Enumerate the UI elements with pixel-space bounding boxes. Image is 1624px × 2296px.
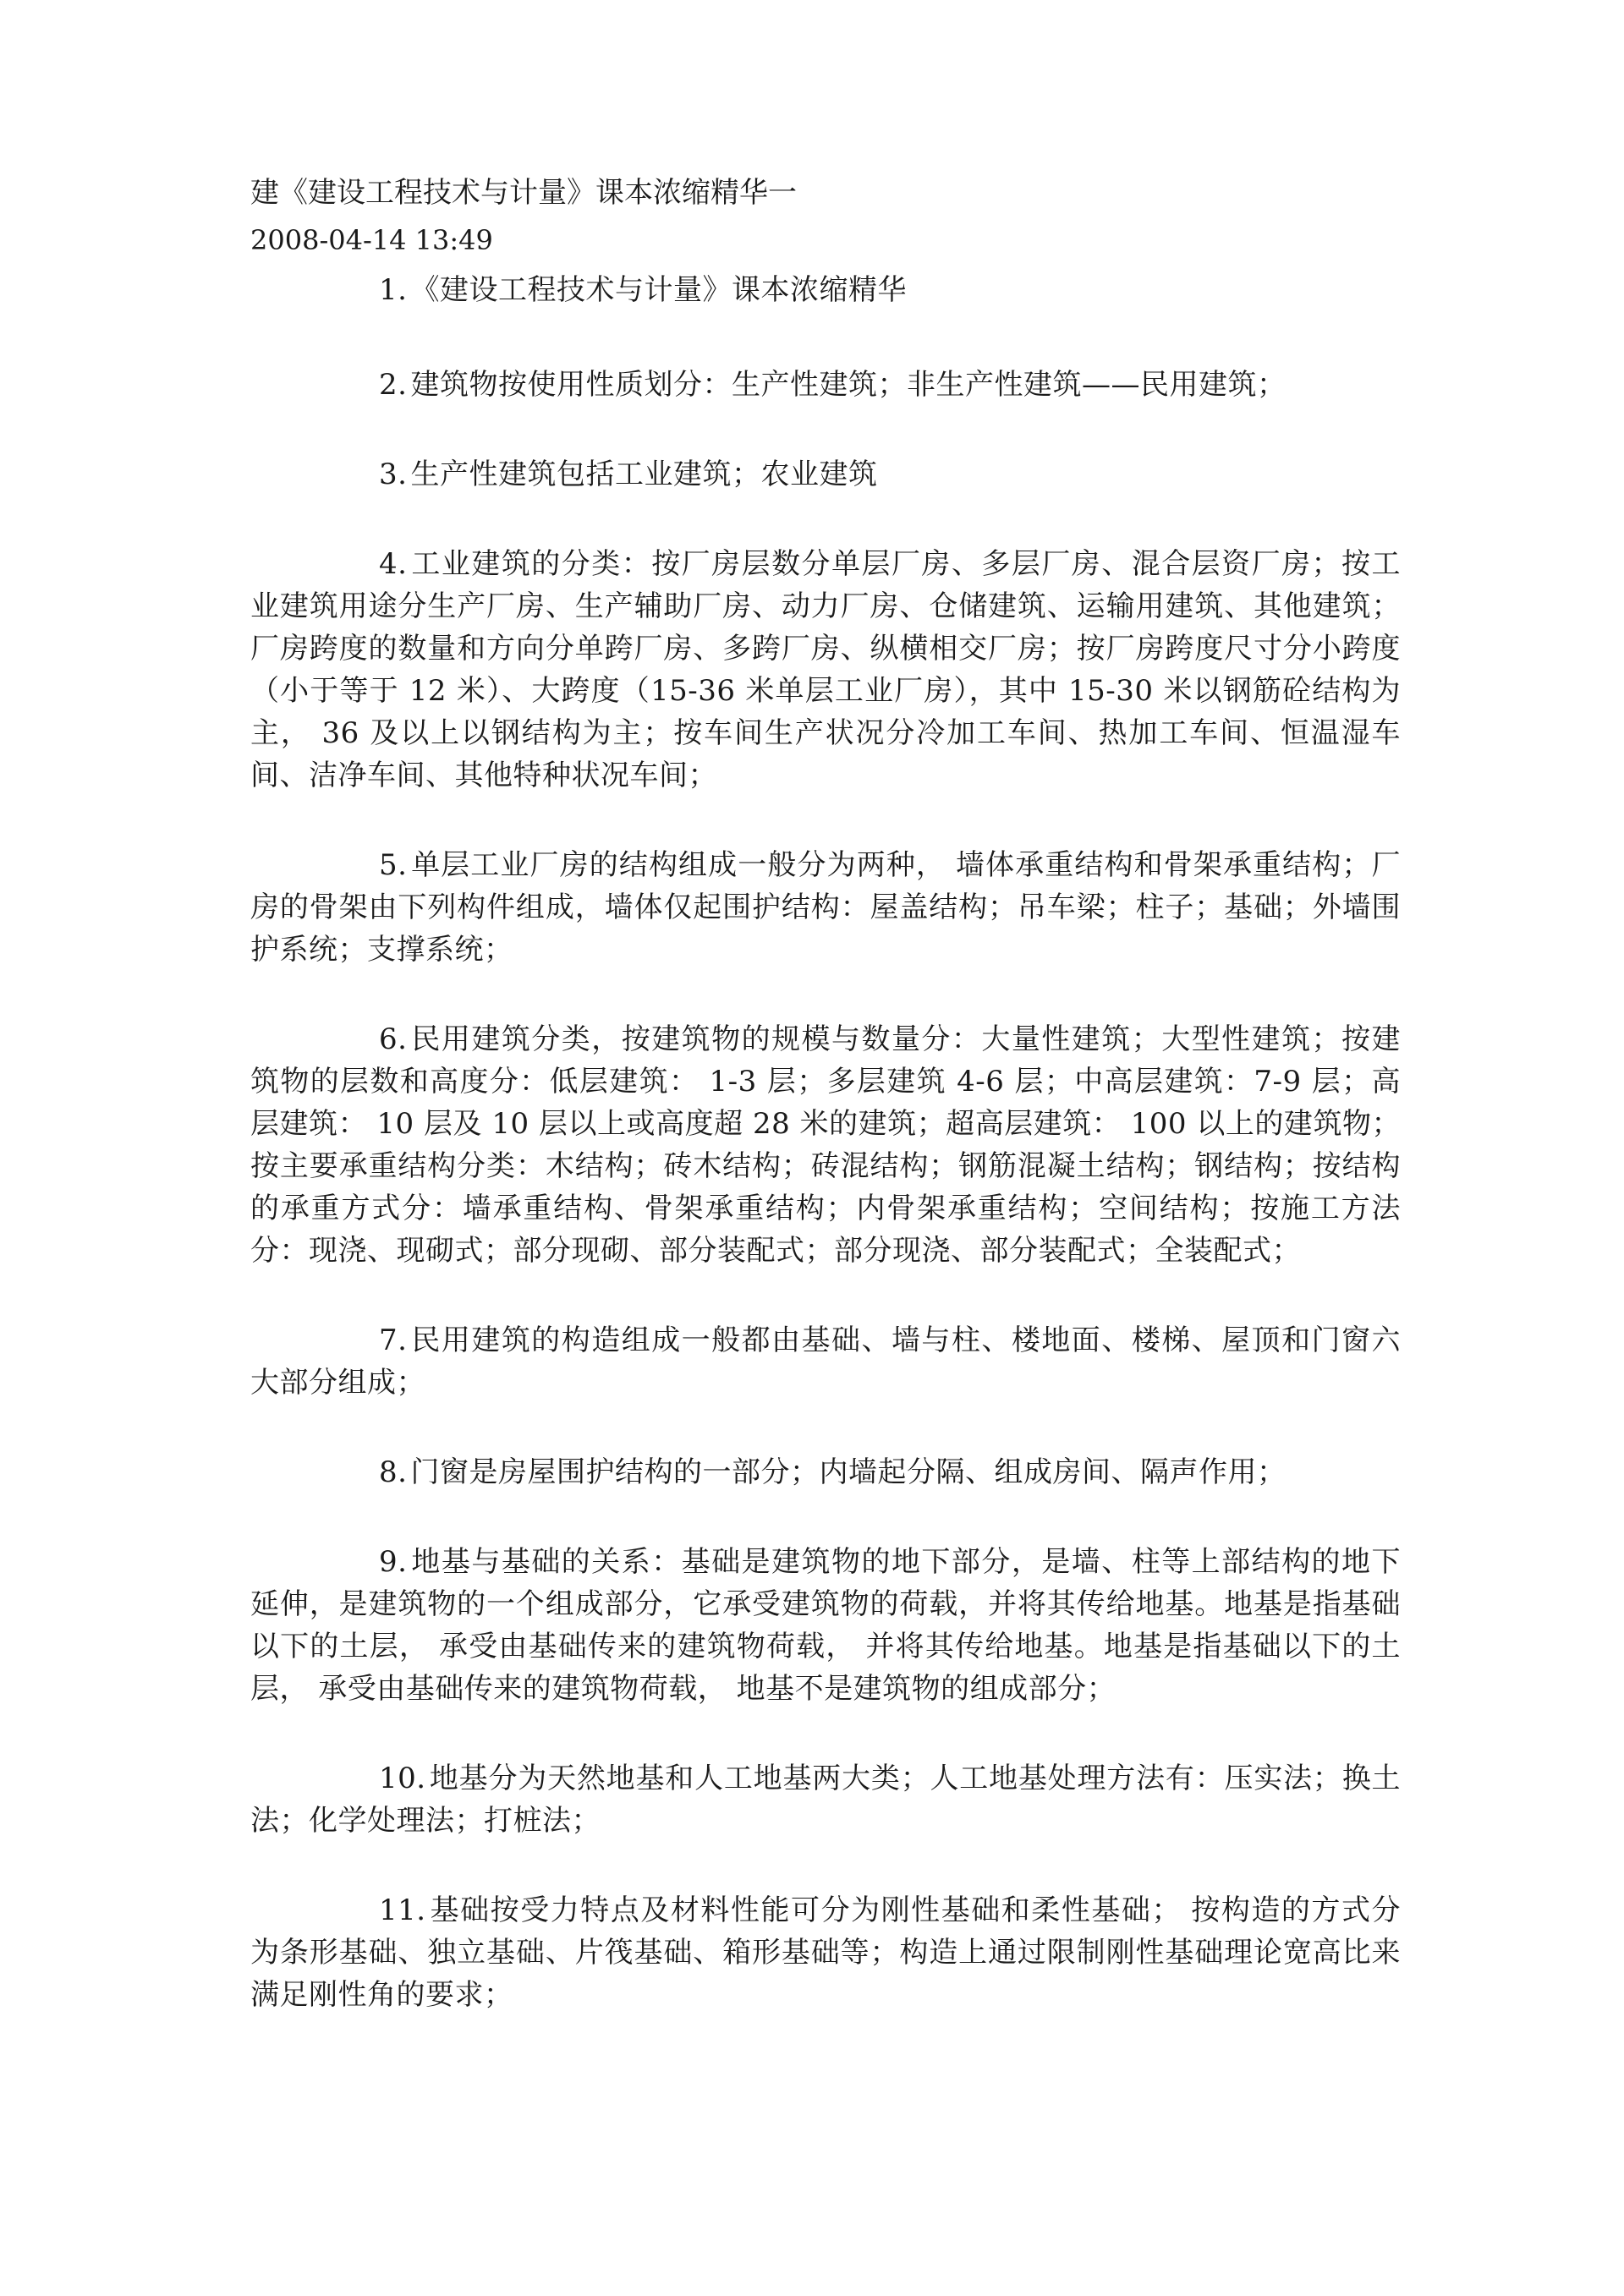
list-item-10: [250, 1757, 1401, 1842]
item-text: 民用建筑分类，按建筑物的规模与数量分：大量性建筑；大型性建筑；按建筑物的层数和高度分：低层建筑： 1-3 层；多层建筑 4-6 层；中高层建筑：7-9 层；高层建筑： 10 层及 10 层以上或高度超 28 米的建筑；超高层建筑： 100 以上的建筑物；按主要承重结构分类：木结构；砖木结构；砖混结构；钢筋混凝土结构；钢结构；按结构的承重方式分：墙承重结构、骨架承重结构；内骨架承重结构；空间结构；按施工方法分：现浇、现砌式；部分现砌、部分装配式；部分现浇、部分装配式；全装配式；: [250, 1022, 1401, 1268]
list-item-4: [250, 543, 1401, 797]
document-title: 建《建设工程技术与计量》课本浓缩精华一: [250, 176, 797, 210]
item-text: 民用建筑的构造组成一般都由基础、墙与柱、楼地面、楼梯、屋顶和门窗六大部分组成；: [250, 1323, 1401, 1400]
item-number: 11.: [379, 1893, 426, 1927]
list-item-6: [250, 1018, 1401, 1272]
list-item-11: [250, 1889, 1401, 2016]
list-item-8: [250, 1451, 1401, 1493]
list-item-2: [250, 364, 1401, 406]
item-text: 工业建筑的分类：按厂房层数分单层厂房、多层厂房、混合层资厂房；按工业建筑用途分生产厂房、生产辅助厂房、动力厂房、仓储建筑、运输用建筑、其他建筑；厂房跨度的数量和方向分单跨厂房、多跨厂房、纵横相交厂房；按厂房跨度尺寸分小跨度（小于等于 12 米）、大跨度（15-36 米单层工业厂房），其中 15-30 米以钢筋砼结构为主， 36 及以上以钢结构为主；按车间生产状况分冷加工车间、热加工车间、恒温湿车间、洁净车间、其他特种状况车间；: [250, 547, 1401, 792]
list-item-7: [250, 1319, 1401, 1404]
item-number: 3.: [379, 458, 408, 491]
item-number: 10.: [379, 1762, 426, 1795]
item-number: 2.: [379, 368, 408, 402]
list-item-1: [250, 269, 1401, 311]
item-number: 8.: [379, 1455, 408, 1489]
list-item-9: [250, 1541, 1401, 1710]
item-text: 建筑物按使用性质划分：生产性建筑；非生产性建筑——民用建筑；: [410, 368, 1287, 402]
item-text: 单层工业厂房的结构组成一般分为两种， 墙体承重结构和骨架承重结构；厂房的骨架由下列构件组成，墙体仅起围护结构：屋盖结构；吊车梁；柱子；基础；外墙围护系统；支撑系统；: [250, 848, 1401, 967]
item-number: 1.: [379, 273, 408, 307]
item-text: 地基与基础的关系：基础是建筑物的地下部分，是墙、柱等上部结构的地下延伸，是建筑物的一个组成部分，它承受建筑物的荷载，并将其传给地基。地基是指基础以下的土层， 承受由基础传来的建筑物荷载， 并将其传给地基。地基是指基础以下的土层， 承受由基础传来的建筑物荷载， 地基不是建筑物的组成部分；: [250, 1545, 1401, 1706]
document-date: 2008-04-14 13:49: [250, 224, 493, 256]
item-number: 4.: [379, 547, 408, 581]
list-item-5: [250, 844, 1401, 971]
item-number: 9.: [379, 1545, 408, 1579]
list-item-3: [250, 453, 1401, 496]
item-text: 生产性建筑包括工业建筑；农业建筑: [410, 458, 878, 491]
item-text: 地基分为天然地基和人工地基两大类；人工地基处理方法有：压实法；换土法；化学处理法；打桩法；: [250, 1762, 1401, 1838]
item-number: 6.: [379, 1022, 408, 1056]
item-number: 7.: [379, 1323, 408, 1357]
item-text: 门窗是房屋围护结构的一部分；内墙起分隔、组成房间、隔声作用；: [410, 1455, 1287, 1489]
item-text: 基础按受力特点及材料性能可分为刚性基础和柔性基础； 按构造的方式分为条形基础、独立基础、片筏基础、箱形基础等；构造上通过限制刚性基础理论宽高比来满足刚性角的要求；: [250, 1893, 1401, 2012]
item-number: 5.: [379, 848, 408, 882]
document-body: [250, 169, 1401, 2063]
item-text: 《建设工程技术与计量》课本浓缩精华: [410, 273, 907, 307]
